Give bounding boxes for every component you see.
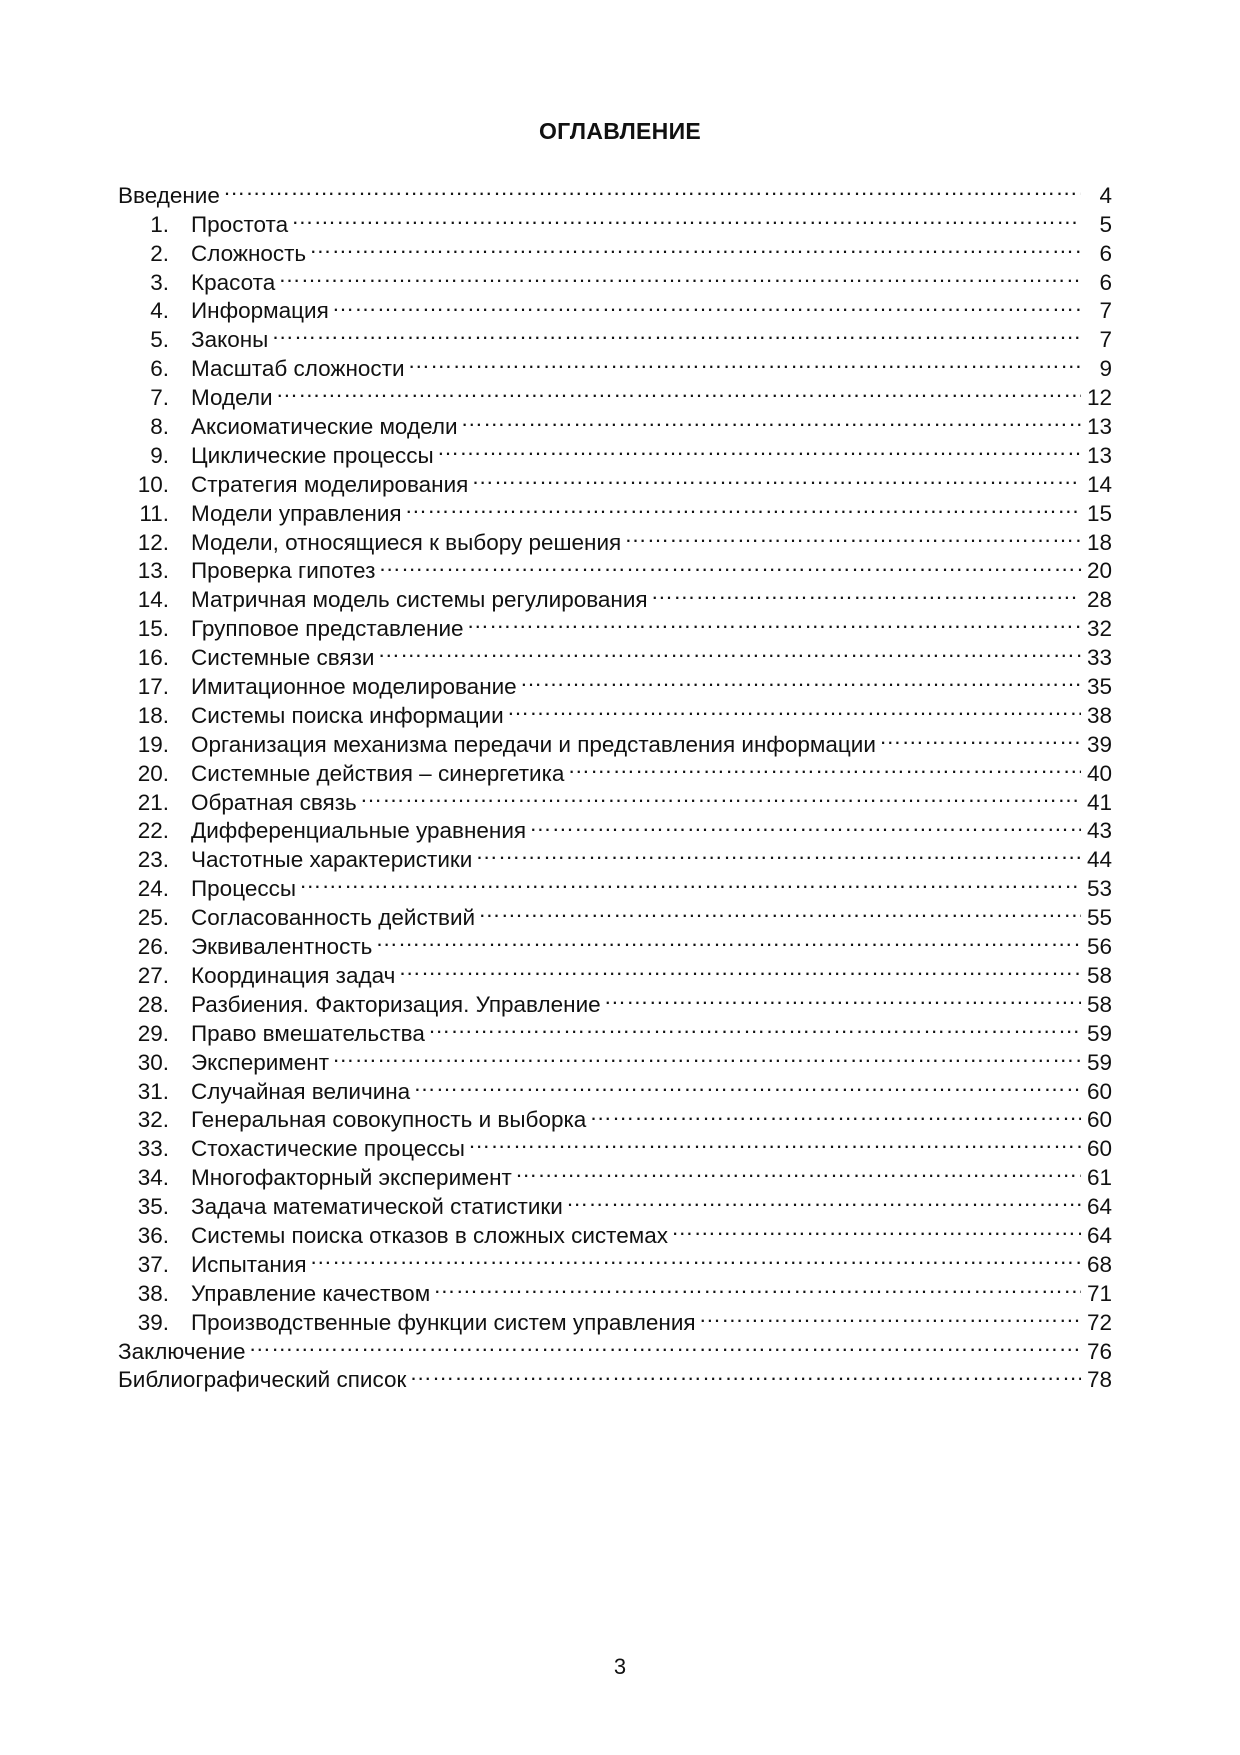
toc-dot-leader [515, 1156, 1081, 1185]
toc-entry-label: Красота [191, 269, 276, 295]
toc-entry-label: Простота [191, 211, 289, 237]
toc-entry-number: 35. [137, 1194, 169, 1220]
toc-entry-label: Модели управления [191, 500, 402, 526]
toc-entry-page: 14 [1086, 471, 1112, 497]
toc-entry-label: Групповое представление [191, 616, 464, 642]
toc-entry-label: Аксиоматические модели [191, 414, 458, 440]
toc-entry-page: 15 [1086, 500, 1112, 526]
page-number: 3 [613, 1654, 627, 1679]
toc-dot-leader [467, 607, 1081, 636]
toc-entry-label: Циклические процессы [191, 442, 434, 468]
toc-entry-page: 13 [1086, 414, 1112, 440]
toc-entry-label: Многофакторный эксперимент [191, 1165, 512, 1191]
toc-entry-label: Информация [191, 298, 329, 324]
toc-entry [118, 203, 1112, 237]
toc-entry-number: 17. [137, 674, 169, 700]
toc-dot-leader [471, 463, 1081, 492]
toc-entry-number: 30. [137, 1049, 169, 1075]
toc-entry-number: 18. [137, 702, 169, 728]
toc-entry [118, 1330, 1112, 1364]
toc-entry-number: 39. [137, 1309, 169, 1335]
toc-entry-page: 5 [1099, 211, 1112, 237]
toc-entry-number: 9. [150, 442, 169, 468]
toc-entry-page: 13 [1086, 442, 1112, 468]
toc-entry-number: 24. [137, 876, 169, 902]
toc-entry-label: Обратная связь [191, 789, 357, 815]
toc-entry-number: 38. [137, 1280, 169, 1306]
toc-entry-number: 19. [137, 731, 169, 757]
toc-dot-leader [461, 405, 1081, 434]
toc-entry-label: Заключение [118, 1338, 246, 1364]
toc-dot-leader [478, 896, 1081, 925]
toc-dot-leader [409, 1359, 1081, 1388]
toc-entry-number: 7. [150, 385, 169, 411]
toc-entry-page: 68 [1086, 1251, 1112, 1277]
toc-entry-number: 1. [150, 211, 169, 237]
toc-entry-label: Дифференциальные уравнения [191, 818, 527, 844]
toc-entry-number: 14. [137, 587, 169, 613]
toc-entry-label: Генеральная совокупность и выборка [191, 1107, 587, 1133]
toc-entry-label: Системы поиска отказов в сложных системах [191, 1222, 668, 1248]
toc-entry-page: 44 [1086, 847, 1112, 873]
toc-entry-number: 13. [137, 558, 169, 584]
toc-entry-label: Производственные функции систем управления [191, 1309, 696, 1335]
toc-entry-label: Частотные характеристики [191, 847, 473, 873]
page-title: ОГЛАВЛЕНИЕ [538, 118, 702, 144]
toc-entry-label: Стохастические процессы [191, 1136, 465, 1162]
toc-dot-leader [566, 1185, 1081, 1214]
toc-entry-number: 32. [137, 1107, 169, 1133]
toc-entry-label: Управление качеством [191, 1280, 431, 1306]
toc-entry-label: Организация механизма передачи и представления информации [191, 731, 876, 757]
toc-entry-label: Испытания [191, 1251, 307, 1277]
toc-dot-leader [223, 174, 1081, 203]
toc-entry-page: 41 [1086, 789, 1112, 815]
toc-entry-label: Имитационное моделирование [191, 674, 517, 700]
toc-entry-page: 53 [1086, 876, 1112, 902]
toc-dot-leader [299, 867, 1081, 896]
toc-dot-leader [651, 578, 1081, 607]
toc-dot-leader [507, 694, 1081, 723]
toc-entry-page: 60 [1086, 1078, 1112, 1104]
toc-entry-label: Право вмешательства [191, 1020, 425, 1046]
toc-dot-leader [310, 1243, 1081, 1272]
toc-entry-page: 60 [1086, 1136, 1112, 1162]
toc-entry-page: 40 [1086, 760, 1112, 786]
toc-dot-leader [475, 838, 1081, 867]
toc-entry-page: 32 [1086, 616, 1112, 642]
toc-dot-leader [699, 1301, 1081, 1330]
toc-entry-number: 21. [137, 789, 169, 815]
toc-dot-leader [291, 203, 1081, 232]
toc-entry-number: 10. [137, 471, 169, 497]
toc-dot-leader [360, 781, 1081, 810]
toc-entry-number: 3. [150, 269, 169, 295]
toc-entry-label: Системные связи [191, 645, 375, 671]
toc-dot-leader [398, 954, 1081, 983]
toc-entry-page: 20 [1086, 558, 1112, 584]
toc-dot-leader [278, 261, 1081, 290]
toc-dot-leader [276, 376, 1081, 405]
toc-entry-page: 35 [1086, 674, 1112, 700]
toc-entry-page: 59 [1086, 1020, 1112, 1046]
toc-dot-leader [332, 290, 1081, 319]
toc-entry-number: 29. [137, 1020, 169, 1046]
toc-dot-leader [378, 550, 1081, 579]
toc-dot-leader [604, 983, 1081, 1012]
toc-entry [118, 174, 1112, 208]
toc-dot-leader [271, 318, 1081, 347]
toc-dot-leader [437, 434, 1081, 463]
toc-entry-number: 5. [150, 327, 169, 353]
toc-entry-page: 38 [1086, 702, 1112, 728]
toc-entry-page: 9 [1099, 356, 1112, 382]
toc-entry-label: Сложность [191, 240, 307, 266]
toc-entry-number: 26. [137, 934, 169, 960]
toc-dot-leader [408, 347, 1081, 376]
toc-entry-page: 55 [1086, 905, 1112, 931]
toc-dot-leader [624, 521, 1081, 550]
toc-entry-page: 59 [1086, 1049, 1112, 1075]
toc-entry-page: 64 [1086, 1222, 1112, 1248]
toc-entry-number: 34. [137, 1165, 169, 1191]
toc-entry-page: 4 [1099, 182, 1112, 208]
toc-entry-number: 15. [137, 616, 169, 642]
toc-entry-page: 6 [1099, 269, 1112, 295]
toc-dot-leader [405, 492, 1081, 521]
toc-dot-leader [309, 232, 1081, 261]
toc-entry-number: 4. [150, 298, 169, 324]
toc-entry-page: 64 [1086, 1194, 1112, 1220]
toc-entry-number: 25. [137, 905, 169, 931]
toc-entry-page: 6 [1099, 240, 1112, 266]
toc-entry-number: 27. [137, 962, 169, 988]
toc-dot-leader [589, 1099, 1081, 1128]
toc-entry-label: Масштаб сложности [191, 356, 405, 382]
toc-entry-page: 78 [1086, 1367, 1112, 1393]
toc-dot-leader [433, 1272, 1081, 1301]
toc-entry-page: 71 [1086, 1280, 1112, 1306]
toc-entry-page: 58 [1086, 991, 1112, 1017]
toc-entry-number: 31. [137, 1078, 169, 1104]
toc-entry-label: Разбиения. Факторизация. Управление [191, 991, 601, 1017]
toc-entry-number: 37. [137, 1251, 169, 1277]
toc-entry-label: Библиографический список [118, 1367, 407, 1393]
toc-entry-number: 20. [137, 760, 169, 786]
toc-entry-label: Задача математической статистики [191, 1194, 563, 1220]
toc-dot-leader [879, 723, 1081, 752]
toc-entry-label: Случайная величина [191, 1078, 411, 1104]
toc-entry-label: Проверка гипотез [191, 558, 376, 584]
toc-entry-label: Системы поиска информации [191, 702, 504, 728]
toc-dot-leader [671, 1214, 1081, 1243]
toc-entry-page: 7 [1099, 298, 1112, 324]
toc-entry-page: 33 [1086, 645, 1112, 671]
toc-dot-leader [375, 925, 1081, 954]
toc-dot-leader [529, 810, 1081, 839]
toc-entry-number: 22. [137, 818, 169, 844]
toc-entry-label: Согласованность действий [191, 905, 476, 931]
toc-entry-page: 61 [1086, 1165, 1112, 1191]
toc-entry-number: 12. [137, 529, 169, 555]
toc-entry-label: Координация задач [191, 962, 396, 988]
toc-entry-label: Процессы [191, 876, 297, 902]
toc-entry-label: Модели, относящиеся к выбору решения [191, 529, 622, 555]
table-of-contents [118, 174, 1112, 1393]
toc-entry-page: 43 [1086, 818, 1112, 844]
toc-dot-leader [413, 1070, 1081, 1099]
toc-entry-page: 7 [1099, 327, 1112, 353]
toc-entry-page: 18 [1086, 529, 1112, 555]
toc-entry-page: 39 [1086, 731, 1112, 757]
toc-entry-number: 28. [137, 991, 169, 1017]
toc-entry-page: 76 [1086, 1338, 1112, 1364]
toc-entry-number: 6. [150, 356, 169, 382]
toc-entry-page: 28 [1086, 587, 1112, 613]
toc-entry-label: Стратегия моделирования [191, 471, 469, 497]
toc-entry-label: Эксперимент [191, 1049, 330, 1075]
toc-entry-label: Матричная модель системы регулирования [191, 587, 648, 613]
toc-entry-number: 16. [137, 645, 169, 671]
toc-entry-label: Эквивалентность [191, 934, 373, 960]
toc-entry-label: Законы [191, 327, 269, 353]
toc-entry-page: 60 [1086, 1107, 1112, 1133]
toc-entry-number: 11. [139, 500, 169, 526]
toc-entry-label: Модели [191, 385, 273, 411]
toc-entry-number: 2. [150, 240, 169, 266]
toc-entry-page: 58 [1086, 962, 1112, 988]
toc-dot-leader [468, 1127, 1081, 1156]
toc-dot-leader [567, 752, 1081, 781]
toc-dot-leader [248, 1330, 1081, 1359]
toc-dot-leader [428, 1012, 1081, 1041]
toc-entry-number: 23. [137, 847, 169, 873]
toc-dot-leader [377, 636, 1081, 665]
toc-entry [118, 1359, 1112, 1393]
toc-entry-page: 72 [1086, 1309, 1112, 1335]
toc-entry-number: 8. [150, 414, 169, 440]
toc-entry-number: 33. [137, 1136, 169, 1162]
toc-dot-leader [520, 665, 1081, 694]
toc-entry-page: 12 [1086, 385, 1112, 411]
toc-entry-number: 36. [137, 1222, 169, 1248]
toc-entry-label: Введение [118, 182, 220, 208]
toc-entry-label: Системные действия – синергетика [191, 760, 565, 786]
toc-entry-page: 56 [1086, 934, 1112, 960]
toc-dot-leader [332, 1041, 1081, 1070]
